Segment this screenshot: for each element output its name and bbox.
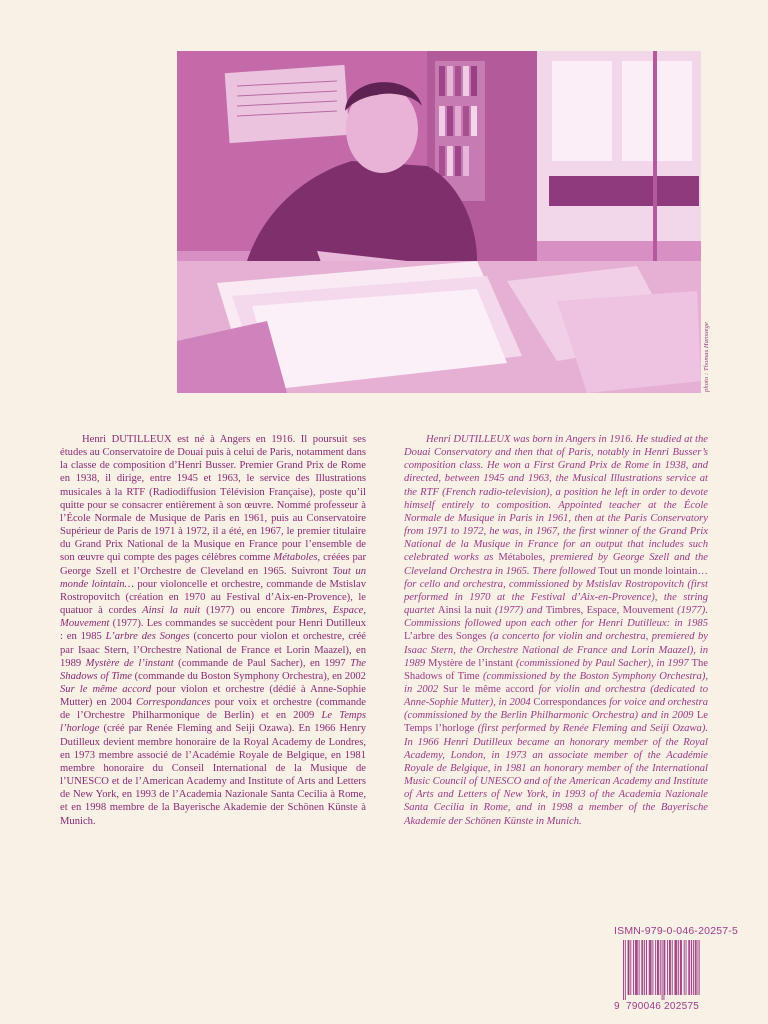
barcode-bar	[675, 940, 676, 995]
barcode-bar	[675, 940, 676, 995]
biography-french-paragraph	[60, 433, 366, 828]
barcode-digit-group-2: 202575	[664, 1001, 700, 1012]
barcode-bar	[641, 940, 642, 995]
biography-english-paragraph	[404, 433, 708, 828]
barcode-bar	[657, 940, 658, 995]
barcode-bar	[698, 940, 699, 995]
barcode-bar	[676, 940, 677, 995]
work-title: Correspondances	[533, 697, 607, 709]
barcode-bar	[642, 940, 643, 995]
work-title: Timbres, Espace, Mouvement	[545, 605, 674, 617]
work-title: Timbres, Espace, Mouvement	[60, 605, 367, 630]
barcode-bar	[623, 940, 624, 1000]
biography-text: pour violoncelle et orchestre, commande de Mstislav Rostropovitch (création en 1970 au Festival d’Aix-en-Provence), le quatuor à cordes	[60, 578, 367, 617]
barcode-bars	[614, 940, 700, 1002]
biography-text: for violin and orchestra (dedicated to Anne-Sophie Mutter), in 2004	[404, 683, 708, 709]
ismn-label: ISMN-979-0-046-20257-5	[614, 925, 739, 937]
work-title: Métaboles	[273, 552, 318, 564]
barcode-bar	[649, 940, 650, 995]
barcode-bar	[670, 940, 671, 995]
barcode-bar	[681, 940, 682, 995]
biography-text: for voice and orchestra (commissioned by the Berlin Philharmonic Orchestra) and in 2009	[404, 697, 708, 722]
barcode-bar	[695, 940, 696, 995]
barcode-bar	[689, 940, 690, 995]
barcode-bar	[691, 940, 692, 995]
biography-text: , créées par George Szell et l’Orchestre de Cleveland en 1965. Suivront	[60, 552, 367, 577]
barcode-bar	[680, 940, 681, 995]
barcode-bar	[699, 940, 700, 995]
work-title: Correspondances	[136, 697, 211, 709]
barcode-bar	[688, 940, 689, 995]
barcode-bar	[684, 940, 685, 995]
barcode-bar	[669, 940, 670, 995]
work-title: The Shadows of Time	[60, 657, 366, 682]
biography-english	[404, 433, 708, 828]
barcode-bar	[633, 940, 634, 995]
barcode-bar	[630, 940, 631, 995]
barcode-bar	[655, 940, 656, 995]
barcode-bar	[635, 940, 636, 995]
work-title: Le Temps l’horloge	[404, 710, 708, 735]
barcode-bar	[696, 940, 697, 995]
photo-credit: photo : Thomas Hanssege	[703, 321, 710, 392]
work-title: Tout un monde lointain…	[598, 565, 708, 577]
work-title: Le Temps l’horloge	[60, 710, 366, 735]
barcode-bar	[672, 940, 673, 995]
work-title: Ainsi la nuit	[142, 605, 201, 617]
barcode-bar	[636, 940, 637, 995]
biography-text: (1977) ou encore	[200, 605, 291, 617]
biography-text: (concerto pour violon et orchestre, créé par Isaac Stern, l’Orchestre National de France et Lorin Maazel), en 1989	[60, 631, 366, 669]
biography-text: (a concerto for violin and orchestra, premiered by Isaac Stern, the Orchestre National de France and Lorin Maazel), in 1989	[404, 631, 708, 669]
photo-illustration	[177, 51, 701, 393]
work-title: Sur le même accord	[60, 683, 152, 695]
biography-text: Henri DUTILLEUX was born in Angers in 1916. He studied at the Douai Conservatory and then that of Paris, notably in Henri Busser’s composition class. He won a First Grand Prix de Rome in 1938, and directed, between 1945 and 1963, the Musical Illustrations service at the RTF (French radio-television), a position he left in order to devote himself entirely to composition. Appointed teacher at the École Normale de Musique in Paris in 1961, then at the Paris Conservatory from 1971 to 1972, he was, in 1967, the first winner of the Grand Prix National de la Musique in France for an output that includes such celebrated works as	[404, 434, 708, 564]
barcode-digit-group-1: 790046	[626, 1001, 662, 1012]
barcode-bar	[646, 940, 647, 995]
work-title: Ainsi la nuit	[437, 605, 492, 617]
barcode-bar	[637, 940, 638, 995]
barcode-bar	[664, 940, 665, 995]
barcode-bar	[625, 940, 626, 1000]
composer-photo	[177, 51, 701, 393]
biography-text: (1977). Commissions followed upon each other for Henri Dutilleux: in 1985	[404, 605, 708, 630]
barcode-bar	[667, 940, 668, 995]
work-title: L’arbre des Songes	[404, 631, 487, 643]
barcode-lead-digit: 9	[614, 1001, 620, 1012]
biography-text: (1977). Les commandes se succèdent pour Henri Dutilleux : en 1985	[60, 618, 366, 643]
barcode-bar	[678, 940, 679, 995]
biography-text: (first performed by Renée Fleming and Seiji Ozawa). In 1966 Henri Dutilleux became an honorary member of the Royal Academy, London, in 1973 an associate member of the Académie Royale de Belgique, in 1981 an honorary member of the International Music Council of UNESCO and of the American Academy and Institute of Arts and Letters of New York, in 1993 of the Academia Nazionale Santa Cecilia in Rome, and in 1998 a member of the Bayerische Akademie der Schönen Künste in Munich.	[404, 723, 708, 827]
barcode-bar	[652, 940, 653, 995]
work-title: Sur le même accord	[442, 683, 534, 695]
barcode-bar	[662, 940, 663, 1000]
biography-text: (commissioned by Paul Sacher), in 1997	[513, 657, 692, 669]
biography-text: (créé par Renée Fleming and Seiji Ozawa). En 1966 Henry Dutilleux devient membre honoraire de la Royal Academy de Londres, en 1973 membre associé de l’Académie Royale de Belgique, en 1981 membre honoraire du Conseil International de la Musique de l’UNESCO et de l’American Academy and Institute of Arts and Letters de New York, en 1993 de l’Academia Nazionale Santa Cecilia à Rome, et en 1998 membre de la Bayerische Akademie der Schönen Künste à Munich.	[60, 723, 366, 827]
barcode-bar	[663, 940, 664, 1000]
barcode-bar	[639, 940, 640, 995]
barcode-bar	[660, 940, 661, 995]
barcode-bar	[651, 940, 652, 995]
work-title: Mystère de l’instant	[428, 657, 514, 669]
barcode-bar	[658, 940, 659, 995]
work-title: Mystère de l’instant	[85, 657, 174, 669]
biography-text: (commissioned by the Boston Symphony Orchestra), in 2002	[404, 670, 709, 695]
biography-text: for cello and orchestra, commissioned by Mstislav Rostropovitch (first performed in 1970 at the Festival d’Aix-en-Provence), the string quartet	[404, 578, 708, 617]
biography-text: (1977) and	[491, 605, 546, 617]
biography-text: pour violon et orchestre (dédié à Anne-Sophie Mutter) en 2004	[60, 683, 366, 709]
barcode-bar	[629, 940, 630, 995]
barcode-bar	[686, 940, 687, 995]
work-title: The Shadows of Time	[404, 657, 708, 682]
work-title: Métaboles	[498, 552, 543, 564]
barcode-bar	[644, 940, 645, 995]
work-title: L’arbre des Songes	[105, 631, 190, 643]
work-title: Tout un monde lointain…	[60, 565, 366, 590]
biography-text: pour voix et orchestre (commande de l’Orchestre Philharmonique de Berlin) et en 2009	[60, 697, 366, 722]
barcode-bar	[628, 940, 629, 995]
biography-text: , premiered by George Szell and the Cleveland Orchestra in 1965. There followed	[404, 552, 708, 577]
barcode	[614, 940, 700, 1016]
barcode-bar	[650, 940, 651, 995]
barcode-bar	[693, 940, 694, 995]
biography-text: (commande de Paul Sacher), en 1997	[173, 657, 351, 669]
biography-french	[60, 433, 366, 828]
biography-text: Henri DUTILLEUX est né à Angers en 1916. Il poursuit ses études au Conservatoire de Douai puis à celui de Paris, notamment dans la classe de composition d’Henri Busser. Premier Grand Prix de Rome en 1938, il dirige, entre 1945 et 1963, le service des Illustrations musicales à la RTF (Radiodiffusion Télévision Française), poste qu’il quitte pour se consacrer entièrement à son œuvre. Nommé professeur à l’École Normale de Musique de Paris en 1961, puis au Conservatoire Supérieur de Paris de 1971 à 1972, il a été, en 1967, le premier titulaire du Grand Prix National de la Musique en France pour l’ensemble de son œuvre qui compte des pages célèbres comme	[60, 434, 366, 564]
biography-text: (commande du Boston Symphony Orchestra), en 2002	[131, 670, 366, 682]
